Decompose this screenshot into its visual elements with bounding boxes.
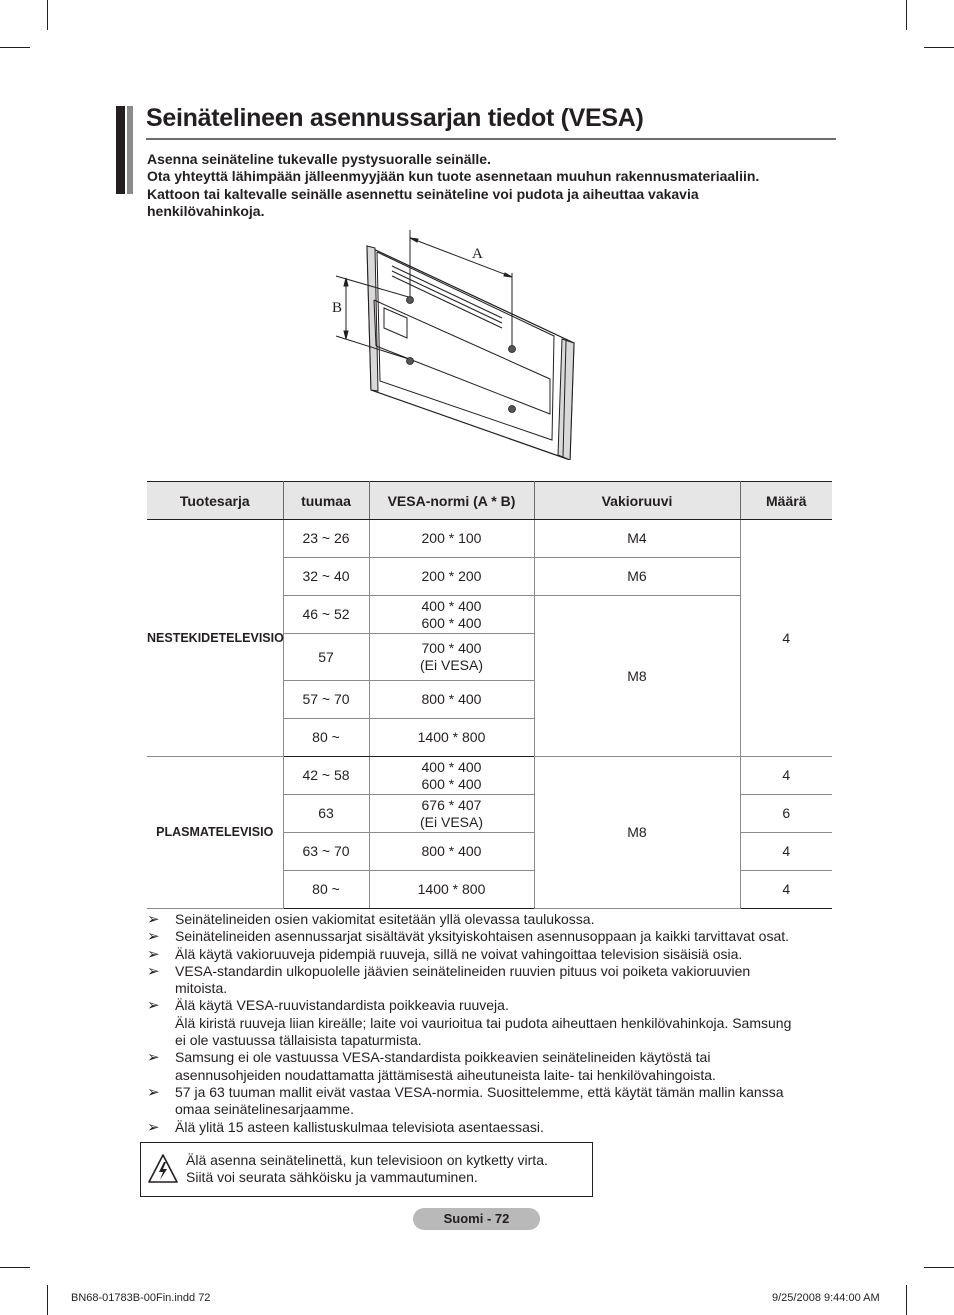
page-title: Seinätelineen asennussarjan tiedot (VESA) — [146, 104, 644, 132]
inches-cell: 57 ~ 70 — [283, 681, 369, 719]
vesa-value: 676 * 407 — [421, 796, 482, 813]
note-line: Älä ylitä 15 asteen kallistuskulmaa televisiota asentaessasi. — [175, 1118, 544, 1135]
crop-mark — [906, 1285, 907, 1315]
vesa-cell — [369, 757, 534, 795]
vesa-cell — [369, 795, 534, 833]
list-item — [147, 911, 837, 928]
crop-mark — [0, 47, 30, 48]
list-item — [147, 1119, 837, 1136]
vesa-value: 200 * 100 — [421, 530, 482, 546]
vesa-cell — [369, 681, 534, 719]
note-line: 57 ja 63 tuuman mallit eivät vastaa VESA-normia. Suosittelemme, että käytät tämän mallin kanssa — [175, 1083, 784, 1100]
vesa-value: 400 * 400 — [421, 597, 482, 614]
header-quantity: Määrä — [740, 482, 832, 520]
arrow-bullet-icon: ➢ — [147, 997, 160, 1015]
note-line: omaa seinätelinesarjaamme. — [175, 1101, 354, 1118]
inches-cell: 32 ~ 40 — [283, 558, 369, 596]
crop-mark — [47, 1285, 48, 1315]
series-cell: NESTEKIDETELEVISIO — [147, 520, 283, 757]
title-accent-bar-gray — [127, 106, 133, 194]
page-number-label: Suomi - 72 — [413, 1208, 540, 1230]
inches-cell: 63 — [283, 795, 369, 833]
intro-line: Ota yhteyttä lähimpään jälleenmyyjään kun tuote asennetaan muuhun rakennusmateriaaliin. — [147, 168, 760, 185]
footer-file-name: BN68-01783B-00Fin.indd 72 — [71, 1292, 211, 1304]
inches-cell: 63 ~ 70 — [283, 833, 369, 871]
screw-cell: M4 — [534, 520, 740, 558]
arrow-bullet-icon: ➢ — [147, 1083, 160, 1101]
vesa-cell — [369, 558, 534, 596]
arrow-bullet-icon: ➢ — [147, 928, 160, 946]
crop-mark — [906, 0, 907, 30]
list-item — [147, 946, 837, 963]
series-cell: PLASMATELEVISIO — [147, 757, 283, 909]
note-line: Älä kiristä ruuveja liian kireälle; laite voi vaurioitua tai pudota aiheuttaen henkilövahinkoja. Samsung — [175, 1014, 792, 1031]
note-line: Älä käytä vakioruuveja pidempiä ruuveja, sillä ne voivat vahingoittaa television sisäisiä osia. — [175, 945, 743, 962]
dimension-label-a: A — [472, 246, 483, 262]
vesa-value: 700 * 400 — [421, 640, 482, 656]
header-vesa: VESA-normi (A * B) — [369, 482, 534, 520]
quantity-cell: 4 — [740, 833, 832, 871]
vesa-value: (Ei VESA) — [419, 813, 483, 830]
note-line: Älä käytä VESA-ruuvistandardista poikkeavia ruuveja. — [175, 997, 509, 1014]
tv-vesa-mount-diagram — [322, 228, 582, 460]
vesa-value: 200 * 200 — [421, 568, 482, 584]
note-line: ei ole vastuussa tällaisista tapaturmista. — [175, 1032, 422, 1049]
note-line: Samsung ei ole vastuussa VESA-standardista poikkeavien seinätelineiden käytöstä tai — [175, 1049, 711, 1066]
warning-text — [186, 1152, 548, 1187]
crop-mark — [0, 1267, 30, 1268]
arrow-bullet-icon: ➢ — [147, 962, 160, 980]
inches-cell: 42 ~ 58 — [283, 757, 369, 795]
list-item — [147, 1084, 837, 1119]
vesa-cell — [369, 520, 534, 558]
vesa-cell — [369, 596, 534, 634]
screw-cell: M6 — [534, 558, 740, 596]
vesa-value: 600 * 400 — [421, 614, 482, 631]
vesa-value: 400 * 400 — [421, 758, 482, 775]
vesa-value: (Ei VESA) — [419, 657, 483, 673]
list-item — [147, 997, 837, 1049]
quantity-cell: 4 — [740, 520, 832, 757]
vesa-value: 800 * 400 — [421, 691, 482, 707]
footer-date: 9/25/2008 9:44:00 AM — [772, 1292, 880, 1304]
list-item — [147, 1049, 837, 1084]
vesa-value: 600 * 400 — [421, 775, 482, 792]
title-underline — [146, 138, 836, 140]
note-line: mitoista. — [175, 980, 228, 997]
inches-cell: 46 ~ 52 — [283, 596, 369, 634]
header-inches: tuumaa — [283, 482, 369, 520]
screw-cell: M8 — [534, 596, 740, 757]
note-line: Seinätelineiden asennussarjat sisältävät yksityiskohtaisen asennusoppaan ja kaikki tarvittavat osat. — [175, 928, 790, 945]
title-accent-bar — [116, 106, 125, 194]
inches-cell: 23 ~ 26 — [283, 520, 369, 558]
vesa-cell — [369, 719, 534, 757]
crop-mark — [924, 47, 954, 48]
table-header-row — [147, 482, 832, 520]
header-screw: Vakioruuvi — [534, 482, 740, 520]
vesa-cell — [369, 871, 534, 909]
intro-text — [147, 151, 827, 220]
inches-cell: 80 ~ — [283, 719, 369, 757]
list-item — [147, 928, 837, 945]
table-row — [147, 757, 832, 795]
screw-cell: M8 — [534, 757, 740, 909]
vesa-cell — [369, 833, 534, 871]
quantity-cell: 4 — [740, 871, 832, 909]
vesa-cell — [369, 634, 534, 681]
note-line: VESA-standardin ulkopuolelle jäävien seinätelineiden ruuvien pituus voi poiketa vakioruuvien — [175, 962, 751, 979]
crop-mark — [924, 1267, 954, 1268]
warning-line: Älä asenna seinätelinettä, kun televisioon on kytketty virta. — [186, 1152, 548, 1168]
note-line: asennusohjeiden noudattamatta jättämisestä aiheutuneista laite- tai henkilövahingoista. — [175, 1066, 716, 1083]
electric-hazard-icon — [147, 1153, 179, 1185]
intro-line: Kattoon tai kaltevalle seinälle asennettu seinäteline voi pudota ja aiheuttaa vakavia — [147, 185, 699, 202]
arrow-bullet-icon: ➢ — [147, 1118, 160, 1136]
quantity-cell: 6 — [740, 795, 832, 833]
list-item — [147, 963, 837, 998]
intro-line: henkilövahinkoja. — [147, 202, 265, 219]
note-line: Seinätelineiden osien vakiomitat esitetään yllä olevassa taulukossa. — [175, 911, 595, 927]
warning-line: Siitä voi seurata sähköisku ja vammautuminen. — [186, 1169, 478, 1186]
quantity-cell: 4 — [740, 757, 832, 795]
header-series: Tuotesarja — [147, 482, 283, 520]
table-row — [147, 520, 832, 558]
arrow-bullet-icon: ➢ — [147, 911, 160, 928]
warning-box — [140, 1142, 593, 1197]
vesa-value: 800 * 400 — [421, 843, 482, 859]
arrow-bullet-icon: ➢ — [147, 945, 160, 963]
inches-cell: 57 — [283, 634, 369, 681]
vesa-spec-table — [147, 481, 832, 909]
notes-list — [147, 911, 837, 1136]
crop-mark — [47, 0, 48, 30]
inches-cell: 80 ~ — [283, 871, 369, 909]
intro-line: Asenna seinäteline tukevalle pystysuoralle seinälle. — [147, 151, 491, 167]
arrow-bullet-icon: ➢ — [147, 1049, 160, 1067]
vesa-value: 1400 * 800 — [417, 729, 486, 745]
dimension-label-b: B — [332, 300, 343, 316]
vesa-value: 1400 * 800 — [417, 881, 486, 897]
